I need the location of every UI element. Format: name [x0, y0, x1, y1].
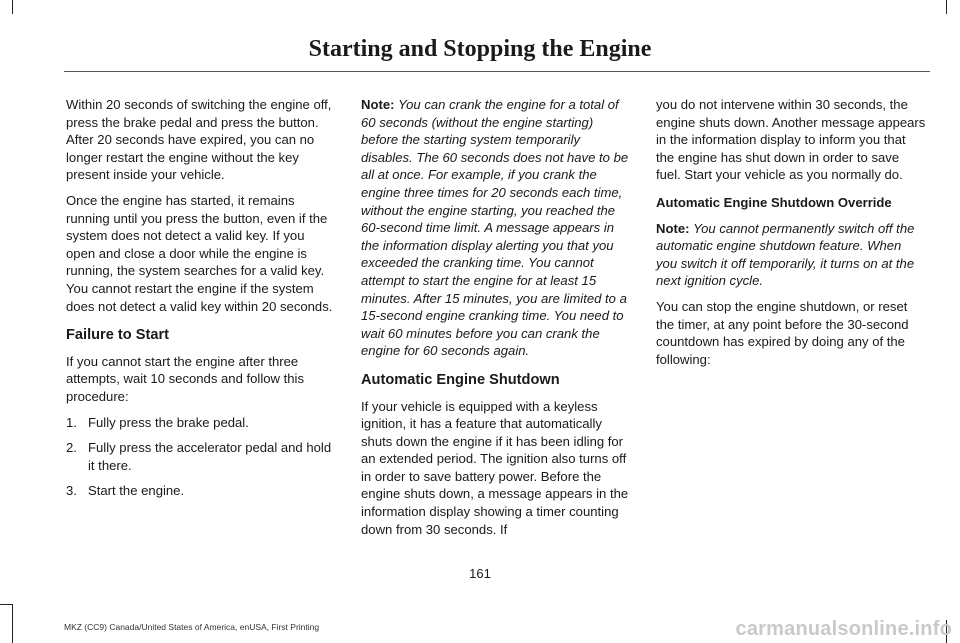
header-rule [64, 71, 930, 72]
column-1 [66, 96, 336, 508]
crop-mark-bottom-left-h [0, 604, 12, 605]
printing-info: MKZ (CC9) Canada/United States of America, enUSA, First Printing [64, 622, 320, 632]
note-text: You can crank the engine for a total of 60 seconds (without the engine starting) before the starting system temporarily disables. The 60 seconds does not have to be all at once. For example, if you crank the engine three times for 20 seconds each time, without the engine starting, you reached the 60-second time limit. A message appears in the information display alerting you that you exceeded the cranking time. You cannot attempt to start the engine for at least 15 minutes. After 15 minutes, you are limited to a 15-second engine cranking time. You need to wait 60 minutes before you can crank the engine for 60 seconds again. [361, 97, 629, 359]
step-number: 1. [66, 414, 77, 430]
paragraph-failure-procedure: If you cannot start the engine after three attempts, wait 10 seconds and follow this procedure: [66, 353, 304, 404]
paragraph-shutdown-continued: you do not intervene within 30 seconds, the engine shuts down. Another message appears in the information display to inform you that the engine has shut down in order to save fuel. Start your vehicle as you normally do. [656, 97, 926, 183]
step-text: Start the engine. [88, 483, 185, 499]
paragraph-shutdown-feature: If your vehicle is equipped with a keyless ignition, it has a feature that automatically shuts down the engine if it has been idling for an extended period. The ignition also turns off in order to save battery power. Before the engine shuts down, a message appears in the information display showing a timer counting down from 30 seconds. If [361, 398, 629, 537]
note-override [656, 220, 926, 290]
list-item [66, 482, 336, 500]
note-cranking [361, 96, 631, 360]
paragraph-stop-shutdown: You can stop the engine shutdown, or reset the timer, at any point before the 30-second countdown has expired by doing any of the following: [656, 298, 909, 367]
list-item [66, 439, 336, 474]
step-text: Fully press the accelerator pedal and hold it there. [88, 440, 332, 473]
step-number: 2. [66, 440, 77, 456]
procedure-list [66, 414, 336, 500]
crop-mark-top-right-v [946, 0, 947, 14]
page-title: Starting and Stopping the Engine [308, 36, 652, 62]
crop-mark-top-left-v [12, 0, 13, 14]
column-2 [361, 96, 631, 546]
note-label: Note: [656, 220, 690, 236]
note-label: Note: [361, 97, 395, 112]
heading-shutdown-override: Automatic Engine Shutdown Override [656, 194, 892, 210]
list-item [66, 414, 336, 432]
column-3 [656, 96, 926, 376]
crop-mark-bottom-left-v [12, 604, 13, 643]
paragraph-restart-window: Within 20 seconds of switching the engine off, press the brake pedal and press the button. After 20 seconds have expired, you can no longer restart the engine without the key present inside your vehicle. [66, 97, 332, 183]
note-text: You cannot permanently switch off the automatic engine shutdown feature. When you switch it off temporarily, it turns on at the next ignition cycle. [656, 220, 915, 289]
step-text: Fully press the brake pedal. [88, 414, 249, 430]
page-number: 161 [469, 566, 491, 581]
step-number: 3. [66, 483, 77, 499]
heading-automatic-engine-shutdown: Automatic Engine Shutdown [361, 371, 560, 388]
heading-failure-to-start: Failure to Start [66, 327, 169, 344]
watermark-link[interactable]: carmanualsonline.info [735, 618, 952, 640]
paragraph-engine-running: Once the engine has started, it remains running until you press the button, even if the system does not detect a valid key. If you open and close a door while the engine is running, the system searches for a valid key. You cannot restart the engine if the system does not detect a valid key within 20 seconds. [66, 192, 333, 314]
